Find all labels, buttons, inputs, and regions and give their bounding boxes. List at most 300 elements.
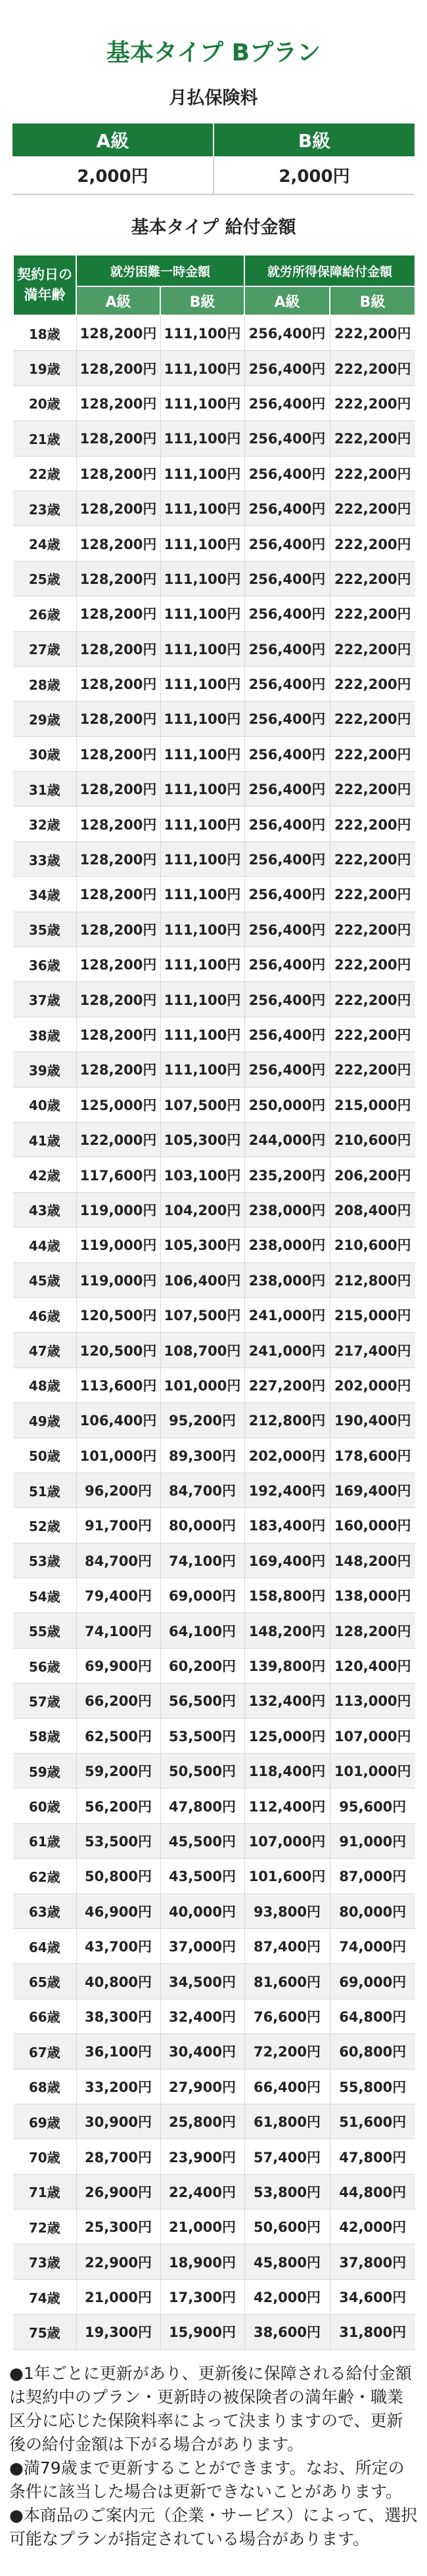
income-b-cell: 31,800円: [330, 2315, 415, 2349]
income-a-cell: 139,800円: [244, 1648, 330, 1683]
income-a-cell: 256,400円: [244, 561, 330, 596]
age-cell: 57歳: [13, 1683, 76, 1718]
lump-sum-a-cell: 62,500円: [76, 1718, 160, 1753]
lump-sum-a-cell: 59,200円: [76, 1754, 160, 1788]
lump-sum-a-cell: 36,100円: [76, 2034, 160, 2069]
table-row: [13, 1613, 415, 1648]
age-cell: 65歳: [13, 1964, 76, 1999]
lump-sum-b-cell: 104,200円: [160, 1192, 244, 1227]
table-row: [13, 1648, 415, 1683]
age-cell: 66歳: [13, 1999, 76, 2033]
income-b-cell: 222,200円: [330, 807, 415, 841]
lump-sum-b-cell: 74,100円: [160, 1543, 244, 1578]
income-a-cell: 93,800円: [244, 1894, 330, 1928]
table-row: [13, 596, 415, 631]
lump-sum-b-cell: 34,500円: [160, 1964, 244, 1999]
income-a-cell: 250,000円: [244, 1087, 330, 1122]
lump-sum-b-cell: 111,100円: [160, 596, 244, 631]
lump-sum-a-cell: 120,500円: [76, 1333, 160, 1367]
income-b-cell: 34,600円: [330, 2279, 415, 2314]
age-cell: 56歳: [13, 1648, 76, 1683]
income-a-cell: 57,400円: [244, 2139, 330, 2174]
income-a-cell: 148,200円: [244, 1613, 330, 1648]
income-a-cell: 132,400円: [244, 1683, 330, 1718]
table-row: [13, 2244, 415, 2279]
age-cell: 27歳: [13, 631, 76, 666]
age-cell: 26歳: [13, 596, 76, 631]
table-row: [13, 701, 415, 736]
table-row: [13, 1894, 415, 1928]
benefit-heading: 基本タイプ 給付金額: [131, 217, 296, 238]
table-row: [13, 2210, 415, 2244]
age-cell: 39歳: [13, 1052, 76, 1087]
table-row: [13, 1683, 415, 1718]
income-a-cell: 256,400円: [244, 947, 330, 982]
income-b-cell: 222,200円: [330, 456, 415, 491]
table-row: [13, 947, 415, 982]
lump-sum-b-cell: 111,100円: [160, 947, 244, 982]
age-cell: 33歳: [13, 841, 76, 876]
lump-sum-a-cell: 128,200円: [76, 491, 160, 525]
table-row: [13, 1754, 415, 1788]
lump-sum-a-cell: 38,300円: [76, 1999, 160, 2033]
age-cell: 71歳: [13, 2174, 76, 2209]
income-b-cell: 222,200円: [330, 736, 415, 771]
income-b-cell: 215,000円: [330, 1087, 415, 1122]
income-b-cell: 101,000円: [330, 1754, 415, 1788]
table-row: [13, 1228, 415, 1262]
income-b-cell: 148,200円: [330, 1543, 415, 1578]
table-row: [13, 1928, 415, 1963]
income-a-cell: 202,000円: [244, 1438, 330, 1473]
income-a-cell: 50,600円: [244, 2210, 330, 2244]
table-row: [13, 1543, 415, 1578]
lump-sum-b-cell: 111,100円: [160, 982, 244, 1017]
income-b-cell: 64,800円: [330, 1999, 415, 2033]
lump-sum-b-cell: 18,900円: [160, 2244, 244, 2279]
page-title: 基本タイプ Bプラン: [106, 39, 321, 66]
age-cell: 59歳: [13, 1754, 76, 1788]
lump-sum-a-cell: 128,200円: [76, 596, 160, 631]
income-a-cell: 38,600円: [244, 2315, 330, 2349]
lump-sum-b-header: B級: [160, 286, 244, 315]
age-cell: 47歳: [13, 1333, 76, 1367]
income-b-cell: 222,200円: [330, 315, 415, 351]
lump-sum-a-cell: 117,600円: [76, 1157, 160, 1192]
age-cell: 51歳: [13, 1473, 76, 1507]
income-a-cell: 235,200円: [244, 1157, 330, 1192]
table-row: [13, 491, 415, 525]
income-a-cell: 238,000円: [244, 1228, 330, 1262]
note-age-limit: ●満79歳まで更新することができます。なお、所定の条件に該当した場合は更新できないことがあります。: [9, 2458, 405, 2501]
lump-sum-a-cell: 40,800円: [76, 1964, 160, 1999]
income-a-cell: 256,400円: [244, 351, 330, 386]
age-cell: 25歳: [13, 561, 76, 596]
lump-sum-a-cell: 128,200円: [76, 456, 160, 491]
table-row: [13, 841, 415, 876]
income-b-cell: 74,000円: [330, 1928, 415, 1963]
age-cell: 43歳: [13, 1192, 76, 1227]
lump-sum-a-cell: 128,200円: [76, 982, 160, 1017]
income-a-cell: 112,400円: [244, 1788, 330, 1823]
lump-sum-b-cell: 111,100円: [160, 456, 244, 491]
income-a-cell: 183,400円: [244, 1508, 330, 1543]
income-a-cell: 256,400円: [244, 877, 330, 912]
income-a-cell: 87,400円: [244, 1928, 330, 1963]
income-a-cell: 158,800円: [244, 1578, 330, 1613]
benefit-group-header-row: [13, 255, 415, 286]
table-row: [13, 1367, 415, 1402]
age-cell: 28歳: [13, 666, 76, 701]
lump-sum-a-cell: 79,400円: [76, 1578, 160, 1613]
age-cell: 69歳: [13, 2104, 76, 2139]
age-cell: 46歳: [13, 1297, 76, 1332]
income-a-cell: 227,200円: [244, 1367, 330, 1402]
income-a-cell: 61,800円: [244, 2104, 330, 2139]
table-row: [13, 877, 415, 912]
table-row: [13, 1297, 415, 1332]
benefit-table: [12, 254, 416, 2350]
lump-sum-b-cell: 111,100円: [160, 736, 244, 771]
lump-sum-a-cell: 128,200円: [76, 772, 160, 807]
age-cell: 20歳: [13, 386, 76, 420]
income-a-header: A級: [244, 286, 330, 315]
lump-sum-a-cell: 25,300円: [76, 2210, 160, 2244]
income-b-cell: 80,000円: [330, 1894, 415, 1928]
lump-sum-a-cell: 122,000円: [76, 1122, 160, 1157]
lump-sum-b-cell: 111,100円: [160, 1052, 244, 1087]
table-row: [13, 1823, 415, 1858]
income-b-cell: 222,200円: [330, 772, 415, 807]
income-a-cell: 212,800円: [244, 1403, 330, 1438]
lump-sum-b-cell: 111,100円: [160, 912, 244, 946]
lump-sum-b-cell: 60,200円: [160, 1648, 244, 1683]
age-cell: 58歳: [13, 1718, 76, 1753]
table-row: [13, 1122, 415, 1157]
income-b-cell: 69,000円: [330, 1964, 415, 1999]
income-b-cell: 47,800円: [330, 2139, 415, 2174]
lump-sum-b-cell: 111,100円: [160, 1017, 244, 1052]
income-b-cell: 222,200円: [330, 561, 415, 596]
lump-sum-b-cell: 111,100円: [160, 701, 244, 736]
table-row: [13, 2279, 415, 2314]
age-cell: 18歳: [13, 315, 76, 351]
lump-sum-a-cell: 19,300円: [76, 2315, 160, 2349]
income-b-cell: 113,000円: [330, 1683, 415, 1718]
income-b-cell: 42,000円: [330, 2210, 415, 2244]
lump-sum-a-cell: 128,200円: [76, 386, 160, 420]
lump-sum-b-cell: 27,900円: [160, 2069, 244, 2104]
table-row: [13, 912, 415, 946]
age-cell: 53歳: [13, 1543, 76, 1578]
income-b-cell: 202,000円: [330, 1367, 415, 1402]
income-a-cell: 256,400円: [244, 666, 330, 701]
income-b-cell: 87,000円: [330, 1859, 415, 1894]
lump-sum-a-cell: 106,400円: [76, 1403, 160, 1438]
age-cell: 34歳: [13, 877, 76, 912]
age-cell: 22歳: [13, 456, 76, 491]
income-a-cell: 256,400円: [244, 491, 330, 525]
lump-sum-b-cell: 25,800円: [160, 2104, 244, 2139]
table-row: [13, 1999, 415, 2033]
age-column-header: 契約日の 満年齢: [13, 255, 76, 315]
income-a-cell: 72,200円: [244, 2034, 330, 2069]
age-cell: 54歳: [13, 1578, 76, 1613]
lump-sum-group-header: 就労困難一時金額: [76, 255, 244, 286]
income-a-cell: 125,000円: [244, 1718, 330, 1753]
age-cell: 48歳: [13, 1367, 76, 1402]
lump-sum-b-cell: 23,900円: [160, 2139, 244, 2174]
income-a-cell: 241,000円: [244, 1333, 330, 1367]
income-a-cell: 256,400円: [244, 1017, 330, 1052]
income-a-cell: 42,000円: [244, 2279, 330, 2314]
income-a-cell: 256,400円: [244, 772, 330, 807]
table-row: [13, 2315, 415, 2349]
income-b-cell: 222,200円: [330, 526, 415, 561]
lump-sum-a-cell: 128,200円: [76, 841, 160, 876]
lump-sum-a-cell: 125,000円: [76, 1087, 160, 1122]
lump-sum-a-cell: 30,900円: [76, 2104, 160, 2139]
lump-sum-b-cell: 111,100円: [160, 421, 244, 456]
table-row: [13, 1508, 415, 1543]
income-a-cell: 101,600円: [244, 1859, 330, 1894]
lump-sum-b-cell: 111,100円: [160, 386, 244, 420]
lump-sum-b-cell: 111,100円: [160, 351, 244, 386]
benefit-table-body: [13, 315, 415, 2349]
age-cell: 55歳: [13, 1613, 76, 1648]
age-cell: 32歳: [13, 807, 76, 841]
lump-sum-a-cell: 53,500円: [76, 1823, 160, 1858]
lump-sum-b-cell: 107,500円: [160, 1087, 244, 1122]
income-b-cell: 55,800円: [330, 2069, 415, 2104]
lump-sum-a-header: A級: [76, 286, 160, 315]
age-cell: 29歳: [13, 701, 76, 736]
lump-sum-b-cell: 56,500円: [160, 1683, 244, 1718]
lump-sum-b-cell: 69,000円: [160, 1578, 244, 1613]
age-cell: 52歳: [13, 1508, 76, 1543]
income-a-cell: 256,400円: [244, 315, 330, 351]
income-a-cell: 53,800円: [244, 2174, 330, 2209]
age-cell: 62歳: [13, 1859, 76, 1894]
age-cell: 21歳: [13, 421, 76, 456]
income-a-cell: 238,000円: [244, 1192, 330, 1227]
income-b-cell: 222,200円: [330, 351, 415, 386]
income-b-cell: 222,200円: [330, 982, 415, 1017]
table-row: [13, 1788, 415, 1823]
age-cell: 73歳: [13, 2244, 76, 2279]
income-b-cell: 222,200円: [330, 877, 415, 912]
income-b-cell: 222,200円: [330, 912, 415, 946]
age-cell: 63歳: [13, 1894, 76, 1928]
lump-sum-b-cell: 111,100円: [160, 526, 244, 561]
table-row: [13, 736, 415, 771]
income-b-cell: 138,000円: [330, 1578, 415, 1613]
income-b-cell: 215,000円: [330, 1297, 415, 1332]
lump-sum-a-cell: 128,200円: [76, 912, 160, 946]
age-cell: 50歳: [13, 1438, 76, 1473]
income-a-cell: 45,800円: [244, 2244, 330, 2279]
income-a-cell: 241,000円: [244, 1297, 330, 1332]
table-row: [13, 1964, 415, 1999]
income-b-cell: 212,800円: [330, 1262, 415, 1297]
lump-sum-a-cell: 128,200円: [76, 807, 160, 841]
table-row: [13, 1578, 415, 1613]
income-b-cell: 169,400円: [330, 1473, 415, 1507]
lump-sum-b-cell: 111,100円: [160, 807, 244, 841]
lump-sum-b-cell: 32,400円: [160, 1999, 244, 2033]
table-row: [13, 807, 415, 841]
table-row: [13, 351, 415, 386]
lump-sum-a-cell: 128,200円: [76, 631, 160, 666]
lump-sum-a-cell: 28,700円: [76, 2139, 160, 2174]
income-a-cell: 256,400円: [244, 807, 330, 841]
age-cell: 30歳: [13, 736, 76, 771]
lump-sum-b-cell: 22,400円: [160, 2174, 244, 2209]
income-b-cell: 208,400円: [330, 1192, 415, 1227]
lump-sum-b-cell: 108,700円: [160, 1333, 244, 1367]
table-row: [13, 1052, 415, 1087]
income-b-cell: 222,200円: [330, 491, 415, 525]
income-b-cell: 91,000円: [330, 1823, 415, 1858]
lump-sum-b-cell: 50,500円: [160, 1754, 244, 1788]
income-b-cell: 222,200円: [330, 666, 415, 701]
lump-sum-b-cell: 30,400円: [160, 2034, 244, 2069]
age-cell: 74歳: [13, 2279, 76, 2314]
lump-sum-b-cell: 64,100円: [160, 1613, 244, 1648]
lump-sum-a-cell: 113,600円: [76, 1367, 160, 1402]
age-cell: 42歳: [13, 1157, 76, 1192]
income-a-cell: 66,400円: [244, 2069, 330, 2104]
table-row: [13, 2034, 415, 2069]
age-cell: 44歳: [13, 1228, 76, 1262]
note-renewal: ●1年ごとに更新があり、更新後に保障される給付金額は契約中のプラン・更新時の被保険者の満年齢・職業区分に応じた保険料率によって決まりますので、更新後の給付金額は下がる場合があります。: [9, 2363, 412, 2454]
lump-sum-a-cell: 74,100円: [76, 1613, 160, 1648]
table-row: [13, 1859, 415, 1894]
lump-sum-a-cell: 128,200円: [76, 561, 160, 596]
income-b-cell: 222,200円: [330, 421, 415, 456]
income-b-cell: 222,200円: [330, 631, 415, 666]
lump-sum-b-cell: 107,500円: [160, 1297, 244, 1332]
premium-col-b: B級: [214, 123, 415, 156]
income-b-cell: 222,200円: [330, 701, 415, 736]
lump-sum-a-cell: 128,200円: [76, 947, 160, 982]
income-b-cell: 60,800円: [330, 2034, 415, 2069]
income-a-cell: 192,400円: [244, 1473, 330, 1507]
income-a-cell: 118,400円: [244, 1754, 330, 1788]
lump-sum-a-cell: 21,000円: [76, 2279, 160, 2314]
lump-sum-b-cell: 95,200円: [160, 1403, 244, 1438]
premium-col-a: A級: [12, 123, 214, 156]
lump-sum-b-cell: 111,100円: [160, 877, 244, 912]
age-cell: 70歳: [13, 2139, 76, 2174]
income-b-cell: 222,200円: [330, 1052, 415, 1087]
lump-sum-a-cell: 91,700円: [76, 1508, 160, 1543]
table-row: [13, 1017, 415, 1052]
age-cell: 61歳: [13, 1823, 76, 1858]
premium-heading: 月払保険料: [169, 88, 258, 108]
income-b-cell: 222,200円: [330, 1017, 415, 1052]
lump-sum-b-cell: 103,100円: [160, 1157, 244, 1192]
table-row: [13, 2174, 415, 2209]
age-cell: 45歳: [13, 1262, 76, 1297]
age-cell: 64歳: [13, 1928, 76, 1963]
table-row: [13, 526, 415, 561]
age-cell: 37歳: [13, 982, 76, 1017]
table-row: [13, 1262, 415, 1297]
table-row: [13, 1087, 415, 1122]
lump-sum-a-cell: 22,900円: [76, 2244, 160, 2279]
income-a-cell: 81,600円: [244, 1964, 330, 1999]
lump-sum-b-cell: 45,500円: [160, 1823, 244, 1858]
income-a-cell: 256,400円: [244, 421, 330, 456]
lump-sum-a-cell: 50,800円: [76, 1859, 160, 1894]
lump-sum-a-cell: 101,000円: [76, 1438, 160, 1473]
age-cell: 24歳: [13, 526, 76, 561]
age-cell: 41歳: [13, 1122, 76, 1157]
income-b-cell: 107,000円: [330, 1718, 415, 1753]
age-cell: 38歳: [13, 1017, 76, 1052]
income-b-cell: 210,600円: [330, 1228, 415, 1262]
age-cell: 75歳: [13, 2315, 76, 2349]
lump-sum-a-cell: 33,200円: [76, 2069, 160, 2104]
income-a-cell: 238,000円: [244, 1262, 330, 1297]
lump-sum-b-cell: 105,300円: [160, 1228, 244, 1262]
age-cell: 40歳: [13, 1087, 76, 1122]
income-b-cell: 217,400円: [330, 1333, 415, 1367]
table-row: [13, 1192, 415, 1227]
age-cell: 60歳: [13, 1788, 76, 1823]
age-cell: 68歳: [13, 2069, 76, 2104]
income-a-cell: 256,400円: [244, 456, 330, 491]
table-row: [13, 982, 415, 1017]
premium-header-row: [12, 123, 415, 156]
lump-sum-a-cell: 120,500円: [76, 1297, 160, 1332]
income-b-cell: 160,000円: [330, 1508, 415, 1543]
income-a-cell: 256,400円: [244, 912, 330, 946]
income-b-cell: 128,200円: [330, 1613, 415, 1648]
lump-sum-a-cell: 66,200円: [76, 1683, 160, 1718]
lump-sum-b-cell: 111,100円: [160, 491, 244, 525]
table-row: [13, 1333, 415, 1367]
lump-sum-b-cell: 43,500円: [160, 1859, 244, 1894]
table-row: [13, 772, 415, 807]
income-b-header: B級: [330, 286, 415, 315]
premium-value-b: 2,000円: [214, 156, 415, 194]
income-a-cell: 256,400円: [244, 631, 330, 666]
age-cell: 23歳: [13, 491, 76, 525]
lump-sum-a-cell: 128,200円: [76, 736, 160, 771]
income-a-cell: 169,400円: [244, 1543, 330, 1578]
lump-sum-a-cell: 46,900円: [76, 1894, 160, 1928]
income-b-cell: 222,200円: [330, 947, 415, 982]
income-b-cell: 206,200円: [330, 1157, 415, 1192]
lump-sum-a-cell: 128,200円: [76, 1017, 160, 1052]
table-row: [13, 2139, 415, 2174]
lump-sum-a-cell: 56,200円: [76, 1788, 160, 1823]
lump-sum-b-cell: 37,000円: [160, 1928, 244, 1963]
lump-sum-a-cell: 119,000円: [76, 1228, 160, 1262]
income-b-cell: 37,800円: [330, 2244, 415, 2279]
lump-sum-a-cell: 128,200円: [76, 351, 160, 386]
table-row: [13, 561, 415, 596]
income-a-cell: 107,000円: [244, 1823, 330, 1858]
table-row: [13, 631, 415, 666]
table-row: [13, 315, 415, 351]
lump-sum-a-cell: 26,900円: [76, 2174, 160, 2209]
income-a-cell: 256,400円: [244, 982, 330, 1017]
lump-sum-a-cell: 128,200円: [76, 526, 160, 561]
notes: [9, 2362, 418, 2551]
